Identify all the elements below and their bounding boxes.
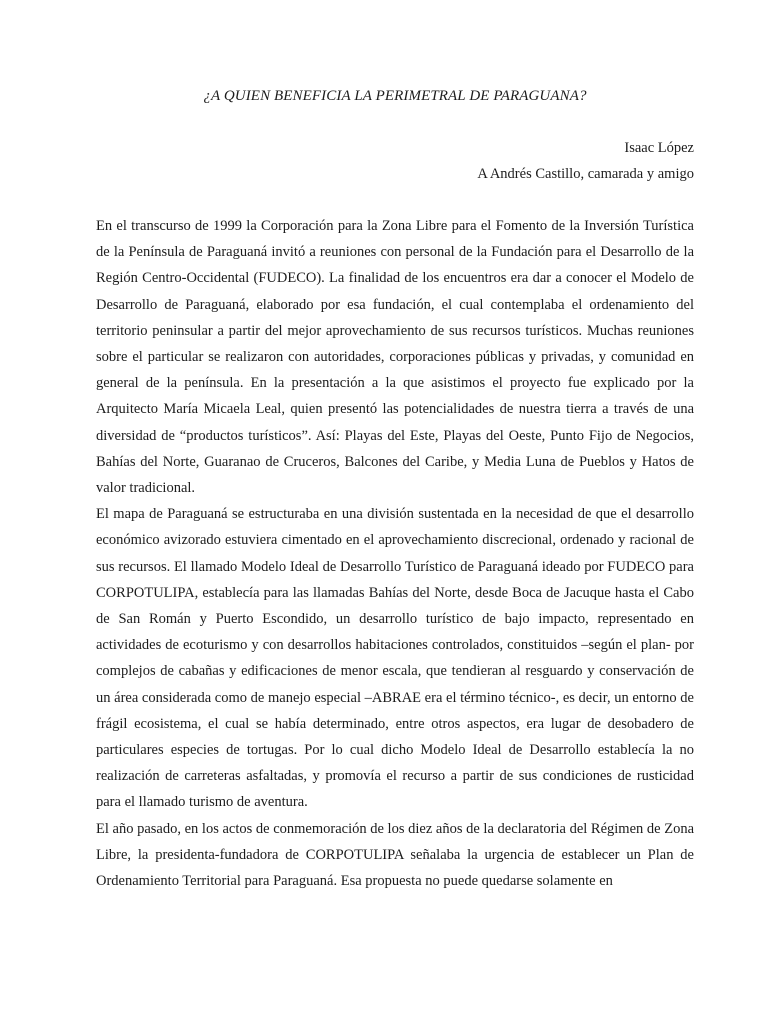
paragraph-3: El año pasado, en los actos de conmemoración de los diez años de la declaratoria del Régimen de Zona Libre, la presidenta-fundadora de CORPOTULIPA señalaba la urgencia de establecer un Plan de Ordenamiento Territorial para Paraguaná. Esa propuesta no puede quedarse solamente en — [96, 820, 694, 890]
spacer — [96, 187, 694, 213]
paragraph-2: El mapa de Paraguaná se estructuraba en una división sustentada en la necesidad de que el desarrollo económico avizorado estuviera cimentado en el aprovechamiento discrecional, ordenado y racional de sus recursos. El llamado Modelo Ideal de Desarrollo Turístico de Paraguaná ideado por FUDECO para CORPOTULIPA, establecía para las llamadas Bahías del Norte, desde Boca de Jacuque hasta el Cabo de San Román y Puerto Escondido, un desarrollo turístico de bajo impacto, representado en actividades de ecoturismo y con desarrollos habitaciones controlados, constituidos –según el plan- por complejos de cabañas y edificaciones de menor escala, que tendieran al resguardo y conservación de un área considerada como de manejo especial –ABRAE era el término técnico-, es decir, un entorno de frágil ecosistema, el cual se había determinado, entre otros aspectos, era lugar de desobadero de particulares especies de tortugas. Por lo cual dicho Modelo Ideal de Desarrollo establecía la no realización de carreteras asfaltadas, y promovía el recurso a partir de sus condiciones de rusticidad para el llamado turismo de aventura. — [96, 506, 694, 811]
document-title: ¿A QUIEN BENEFICIA LA PERIMETRAL DE PARAGUANA? — [203, 88, 587, 104]
dedication: A Andrés Castillo, camarada y amigo — [477, 166, 694, 182]
document-page — [96, 88, 694, 894]
author-name: Isaac López — [624, 140, 694, 156]
paragraph-1: En el transcurso de 1999 la Corporación para la Zona Libre para el Fomento de la Inversión Turística de la Península de Paraguaná invitó a reuniones con personal de la Fundación para el Desarrollo de la Región Centro-Occidental (FUDECO). La finalidad de los encuentros era dar a conocer el Modelo de Desarrollo de Paraguaná, elaborado por esa fundación, el cual contemplaba el ordenamiento del territorio peninsular a partir del mejor aprovechamiento de sus recursos turísticos. Muchas reuniones sobre el particular se realizaron con autoridades, corporaciones públicas y privadas, y comunidad en general de la península. En la presentación a la que asistimos el proyecto fue explicado por la Arquitecto María Micaela Leal, quien presentó las potencialidades de nuestra tierra a través de una diversidad de “productos turísticos”. Así: Playas del Este, Playas del Oeste, Punto Fijo de Negocios, Bahías del Norte, Guaranao de Cruceros, Balcones del Caribe, y Media Luna de Pueblos y Hatos de valor tradicional. — [96, 218, 694, 497]
